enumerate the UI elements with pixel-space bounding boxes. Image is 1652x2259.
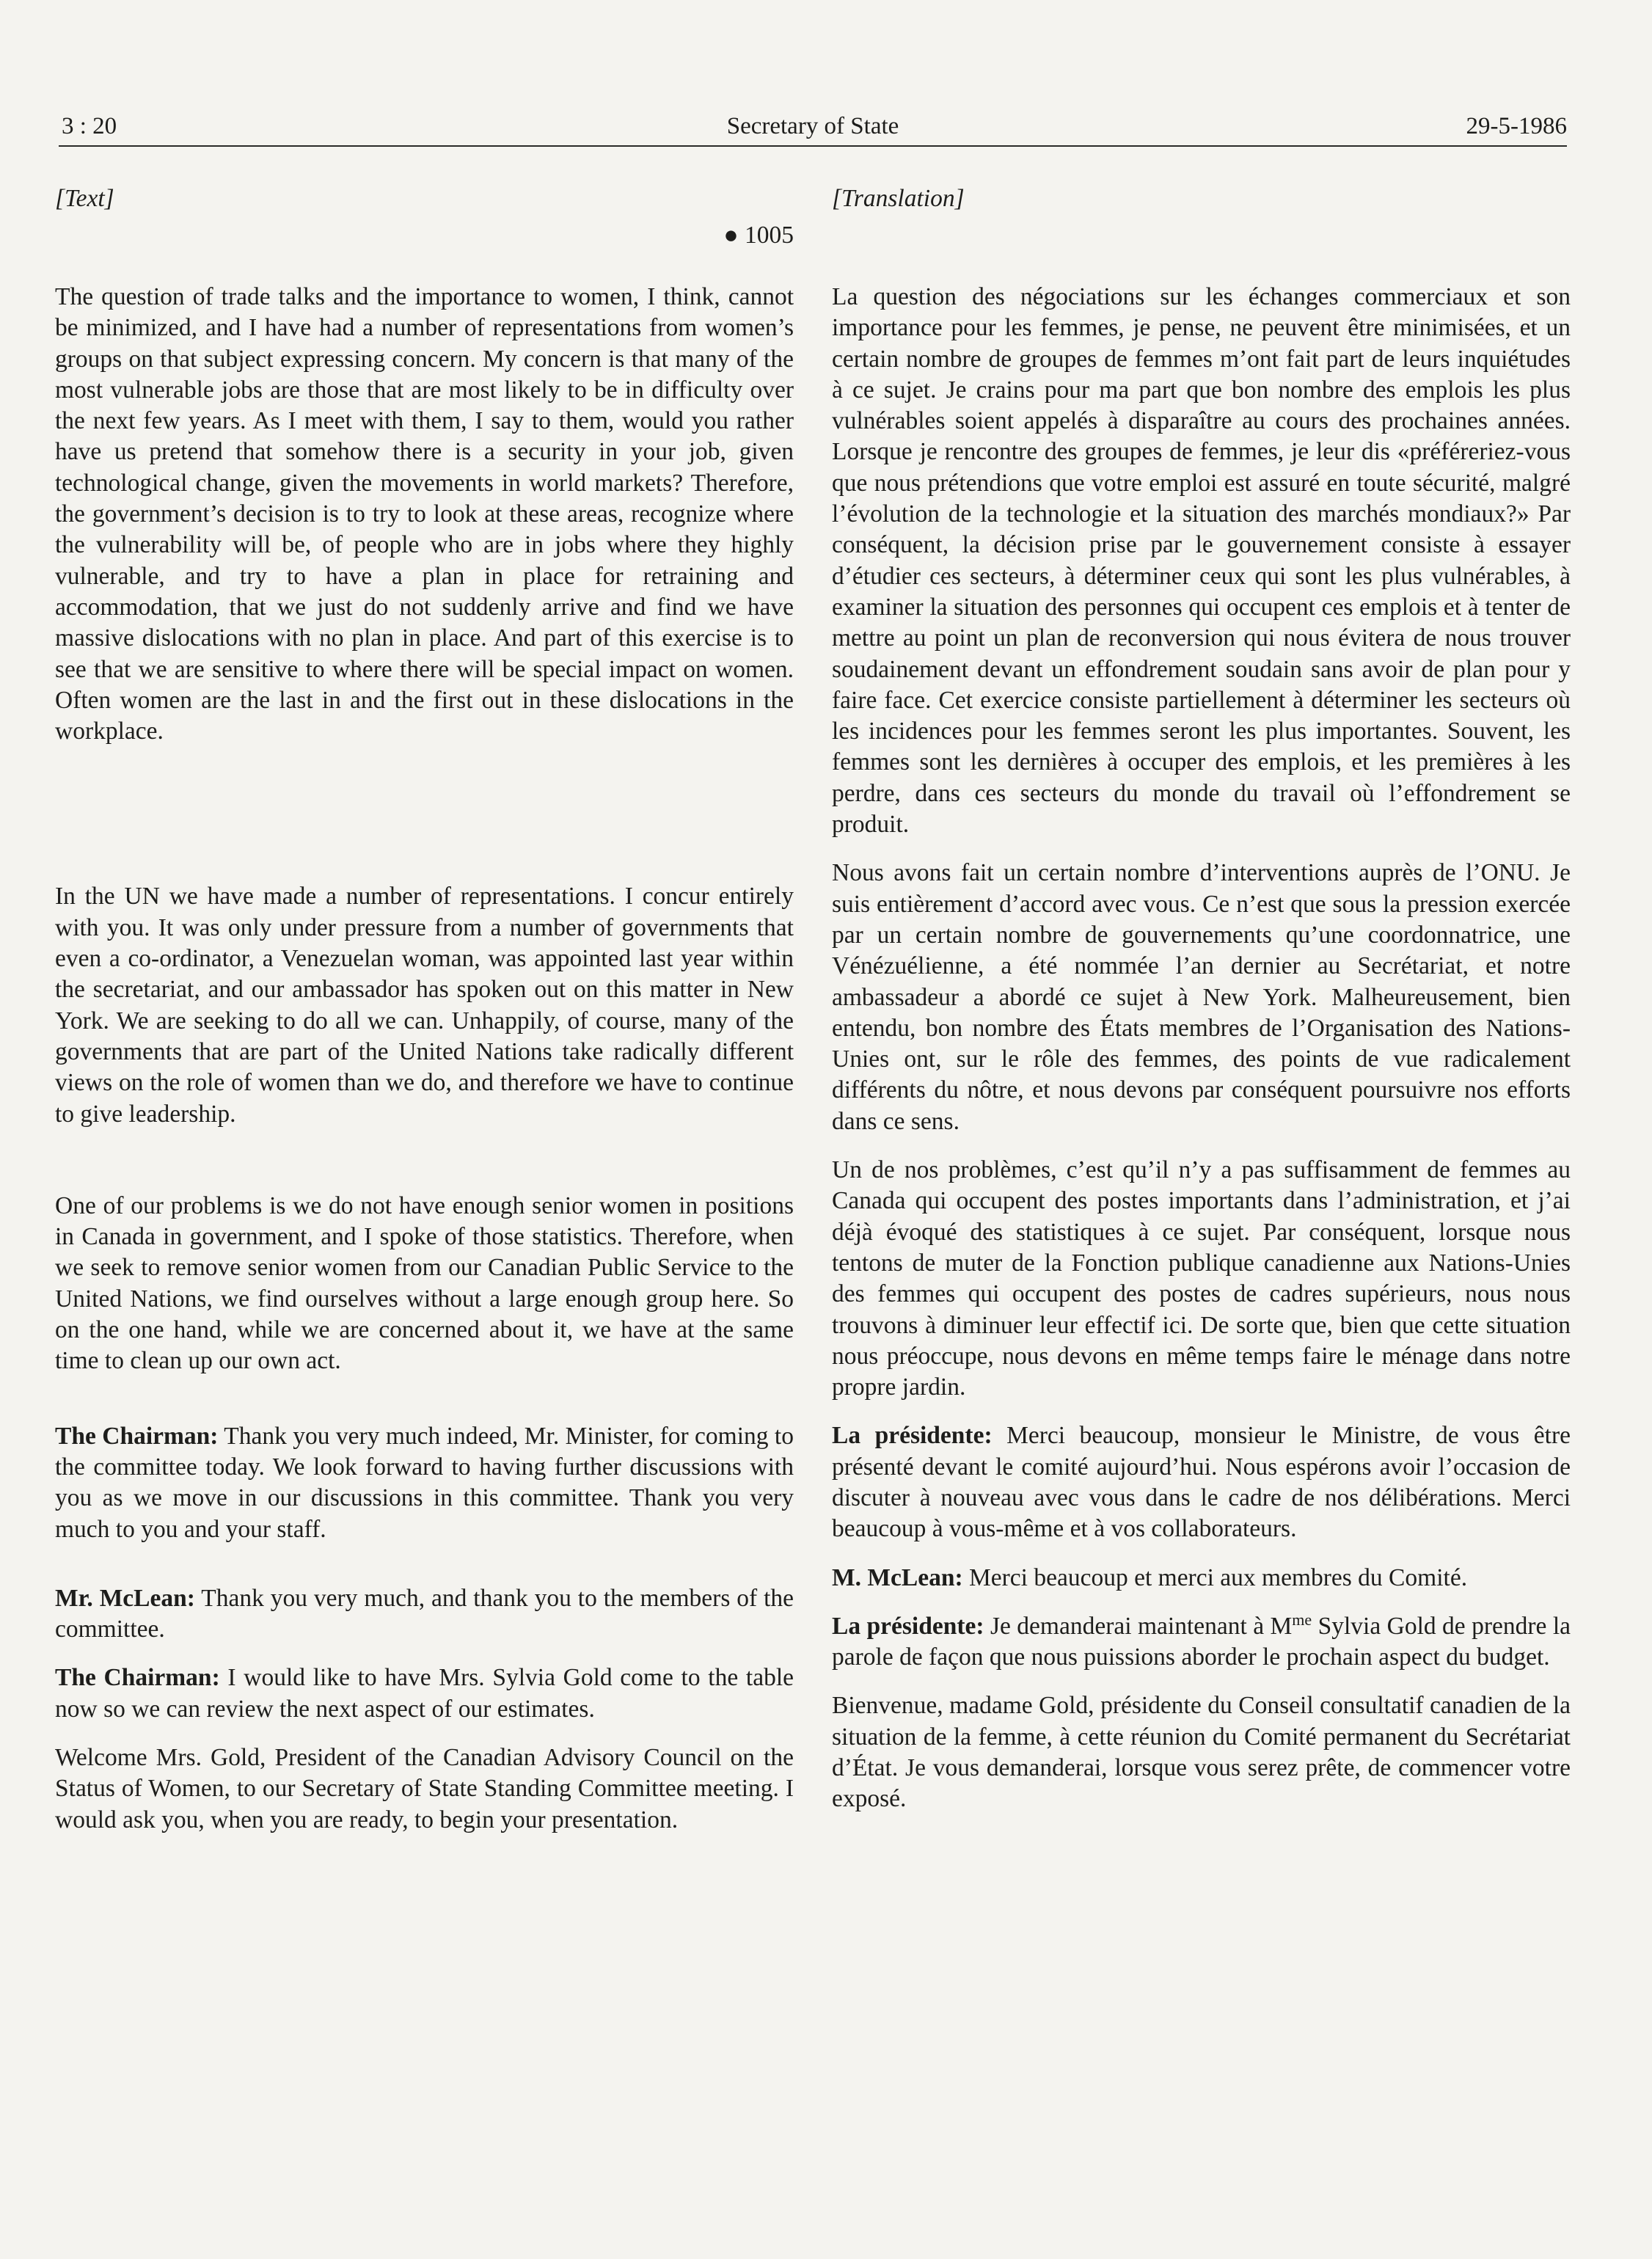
sitting-date: 29-5-1986 xyxy=(1466,113,1567,139)
paragraph-text: Welcome Mrs. Gold, President of the Canadian Advisory Council on the Status of Women, to our Secretary of State Standing Committee meeting. I would ask you, when you are ready, to begin your presentation. xyxy=(55,1743,794,1833)
speaker-name: La présidente: xyxy=(832,1612,984,1640)
paragraph-chairman-gold-fr xyxy=(832,1611,1571,1674)
paragraph-text: Thank you very much, and thank you to the members of the committee. xyxy=(55,1584,794,1643)
paragraph-trade-talks xyxy=(55,282,794,747)
paragraph-text: The question of trade talks and the importance to women, I think, cannot be minimized, and I have had a number of representations from women’s groups on that subject expressing concern. My concern is that many of the most vulnerable jobs are those that are most likely to be in difficulty over the next few years. As I meet with them, I say to them, would you rather have us pretend that somehow there is a security in your job, given technological change, given the movements in world markets? Therefore, the government’s decision is to try to look at these areas, recognize where the vulnerability will be, of people who are in jobs where they highly vulnerable, and try to have a plan in place for retraining and accommodation, that we just do not suddenly arrive and find we have massive dislocations with no plan in place. And part of this exercise is to see that we are sensitive to where there will be special impact on women. Often women are the last in and the first out in these dislocations in the workplace. xyxy=(55,283,794,745)
paragraph-chairman-gold xyxy=(55,1663,794,1725)
paragraph-trade-talks-fr xyxy=(832,282,1571,840)
paragraph-text: One of our problems is we do not have enough senior women in positions in Canada in government, and I spoke of those statistics. Therefore, when we seek to remove senior women from our Canadian Public Service to the United Nations, we find ourselves without a large enough group here. So on the one hand, while we are concerned about it, we have at the same time to clean up our own act. xyxy=(55,1191,794,1375)
paragraph-text-continued: Sylvia Gold de prendre la parole de façon que nous puissions aborder le prochain aspect du budget. xyxy=(832,1612,1571,1671)
speaker-name: La présidente: xyxy=(832,1422,993,1450)
paragraph-text: Thank you very much indeed, Mr. Minister, for coming to the committee today. We look forward to having further discussions with you as we move in our discussions in this committee. Thank you very much to you and your staff. xyxy=(55,1422,794,1543)
paragraph-text: Un de nos problèmes, c’est qu’il n’y a pas suffisamment de femmes au Canada qui occupent des postes importants dans l’administration, et j’ai déjà évoqué des statistiques à ce sujet. Par conséquent, lorsque nous tentons de muter de la Fonction publique canadienne aux Nations-Unies des femmes qui occupent des postes de cadres supérieurs, nous nous trouvons à diminuer leur effectif ici. De sorte que, bien que cette situation nous préoccupe, nous devons en même temps faire le ménage dans notre propre jardin. xyxy=(832,1156,1571,1401)
paragraph-un-fr xyxy=(832,858,1571,1137)
paragraph-senior-women xyxy=(55,1191,794,1377)
paragraph-text: Merci beaucoup et merci aux membres du Comité. xyxy=(968,1563,1468,1591)
page-number: 3 : 20 xyxy=(62,113,117,139)
paragraph-text: In the UN we have made a number of representations. I concur entirely with you. It was only under pressure from a number of governments that even a co-ordinator, a Venezuelan woman, was appointed last year within the secretariat, and our ambassador has spoken out on this matter in New York. We are seeking to do all we can. Unhappily, of course, many of the governments that are part of the United Nations take radically different views on the role of women than we do, and therefore we have to continue to give leadership. xyxy=(55,883,794,1128)
paragraph-un xyxy=(55,881,794,1129)
paragraph-text: Nous avons fait un certain nombre d’interventions auprès de l’ONU. Je suis entièrement d’accord avec vous. Ce n’est que sous la pression exercée par un certain nombre de gouvernements qu’une coordonnatrice, une Vénézuélienne, a été nommée l’an dernier au Secrétariat, et notre ambassadeur a abordé ce sujet à New York. Malheureusement, bien entendu, bon nombre des États membres de l’Organisation des Nations-Unies ont, sur le rôle des femmes, des points de vue radicalement différents du nôtre, et nous devons par conséquent poursuivre nos efforts dans ce sens. xyxy=(832,859,1571,1135)
paragraph-senior-women-fr xyxy=(832,1155,1571,1403)
speaker-name: Mr. McLean: xyxy=(55,1584,195,1612)
english-column xyxy=(55,183,794,1836)
paragraph-text: I would like to have Mrs. Sylvia Gold come to the table now so we can review the next aspect of our estimates. xyxy=(55,1664,794,1723)
column-label-text: [Text] xyxy=(55,185,114,212)
paragraph-welcome-fr xyxy=(832,1690,1571,1814)
paragraph-text: La question des négociations sur les échanges commerciaux et son importance pour les femmes, je pense, ne peuvent être minimisées, et un certain nombre de groupes de femmes m’ont fait part de leurs inquiétudes à ce sujet. Je crains pour ma part que bon nombre des emplois les plus vulnérables soient appelés à disparaître au cours des prochaines années. Lorsque je rencontre des groupes de femmes, je leur dis «préféreriez-vous que nous prétendions que votre emploi est assuré en toute sécurité, malgré l’évolution de la technologie et la situation des marchés mondiaux?» Par conséquent, la décision prise par le gouvernement consiste à essayer d’étudier ces secteurs, à déterminer ceux qui sont les plus vulnérables, à examiner la situation des personnes qui occupent ces emplois et à tenter de mettre au point un plan de reconversion qui nous évitera de nous trouver soudainement devant un effondrement soudain sans avoir de plan pour y faire face. Cet exercice consiste partiellement à déterminer les secteurs où les incidences pour les femmes seront les plus importantes. Souvent, les femmes sont les dernières à occuper des emplois, et les premières à les perdre, dans ces secteurs du monde du travail où l’effondrement se produit. xyxy=(832,283,1571,839)
paragraph-text: Merci beaucoup, monsieur le Ministre, de vous être présenté devant le comité aujourd’hui. Nous espérons avoir l’occasion de discuter à nouveau avec vous dans le cadre de nos délibérations. Merci beaucoup à vous-même et à vos collaborateurs. xyxy=(832,1422,1571,1543)
paragraph-mclean-fr xyxy=(832,1563,1571,1594)
speaker-name: The Chairman: xyxy=(55,1664,220,1692)
speaker-name: The Chairman: xyxy=(55,1422,219,1450)
paragraph-mclean xyxy=(55,1583,794,1646)
title-abbreviation-superscript: me xyxy=(1292,1610,1312,1629)
time-stamp: ● 1005 xyxy=(723,222,794,249)
time-stamp-spacer xyxy=(832,220,1571,257)
speaker-name: M. McLean: xyxy=(832,1563,963,1591)
paragraph-welcome xyxy=(55,1742,794,1836)
column-label-translation: [Translation] xyxy=(832,185,965,212)
paragraph-chairman-thanks-fr xyxy=(832,1420,1571,1544)
french-column xyxy=(832,183,1571,1815)
paragraph-text: Bienvenue, madame Gold, présidente du Conseil consultatif canadien de la situation de la femme, à cette réunion du Comité permanent du Secrétariat d’État. Je vous demanderai, lorsque vous serez prête, de commencer votre exposé. xyxy=(832,1692,1571,1813)
paragraph-chairman-thanks xyxy=(55,1421,794,1545)
paragraph-text: Je demanderai maintenant à M xyxy=(990,1612,1293,1640)
page-header xyxy=(59,110,1567,147)
running-title: Secretary of State xyxy=(726,113,899,139)
